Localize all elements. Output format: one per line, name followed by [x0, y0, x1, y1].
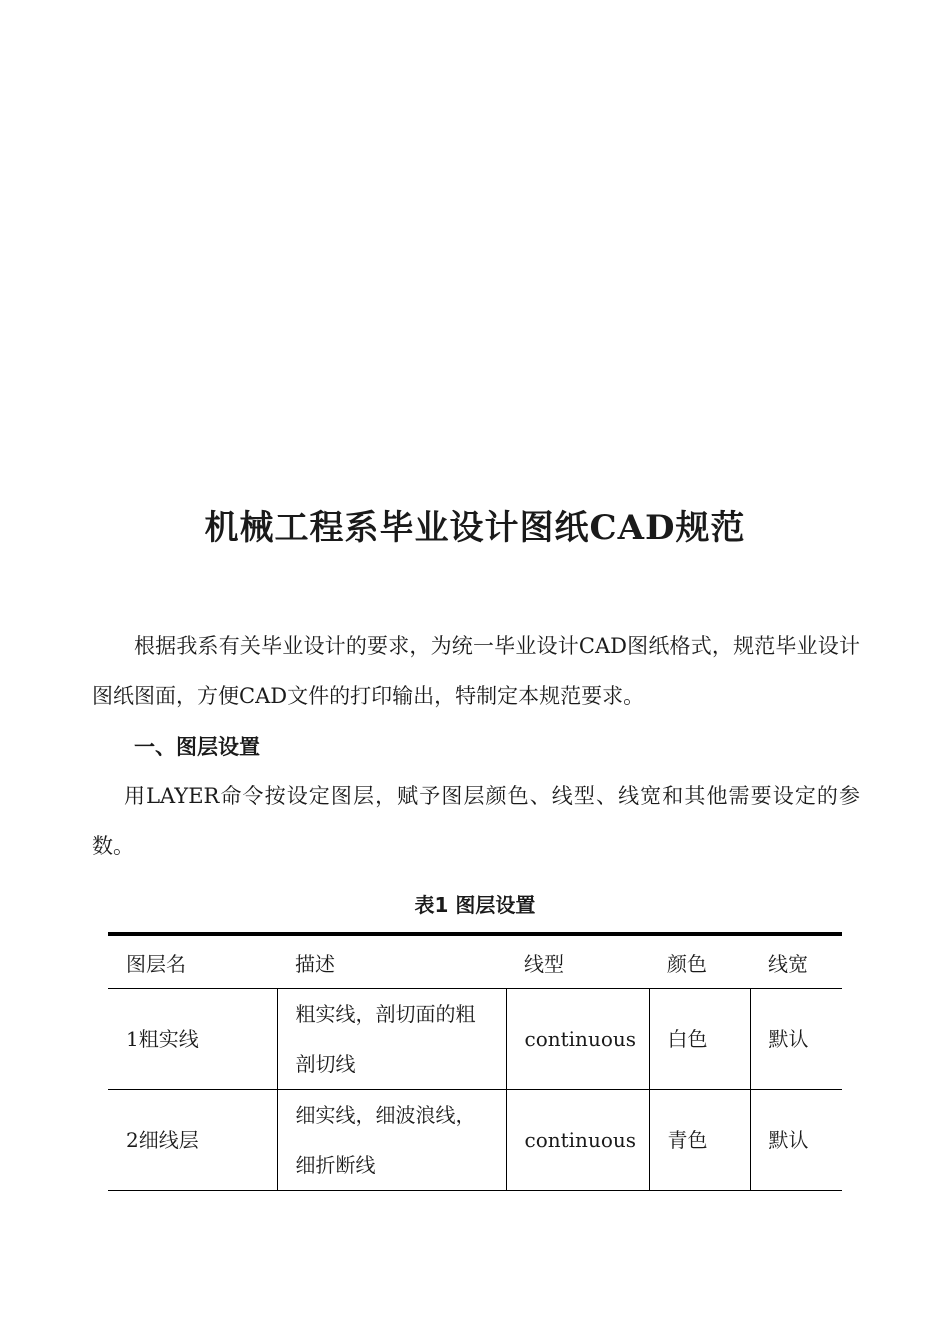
header-color: 颜色 — [649, 934, 750, 989]
header-description: 描述 — [277, 934, 506, 989]
cell-linetype: continuous — [506, 989, 649, 1090]
cell-color: 青色 — [649, 1090, 750, 1191]
cell-description: 粗实线，剖切面的粗剖切线 — [277, 989, 506, 1090]
cell-lineweight: 默认 — [750, 1090, 842, 1191]
cell-layer-name: 1粗实线 — [108, 989, 277, 1090]
table-row — [108, 1090, 842, 1191]
cell-linetype: continuous — [506, 1090, 649, 1191]
header-lineweight: 线宽 — [750, 934, 842, 989]
table-row — [108, 989, 842, 1090]
table-header-row — [108, 934, 842, 989]
layer-settings-paragraph: 用LAYER命令按设定图层，赋予图层颜色、线型、线宽和其他需要设定的参数。 — [92, 784, 860, 858]
section-heading-layer-settings: 一、图层设置 — [134, 735, 260, 759]
table-caption: 表1 图层设置 — [414, 893, 536, 917]
header-linetype: 线型 — [506, 934, 649, 989]
intro-paragraph: 根据我系有关毕业设计的要求，为统一毕业设计CAD图纸格式，规范毕业设计图纸图面，方便CAD文件的打印输出，特制定本规范要求。 — [92, 634, 860, 708]
header-layer-name: 图层名 — [108, 934, 277, 989]
layer-settings-table — [108, 932, 842, 1191]
page-title: 机械工程系毕业设计图纸CAD规范 — [204, 508, 746, 548]
cell-color: 白色 — [649, 989, 750, 1090]
cell-description: 细实线，细波浪线，细折断线 — [277, 1090, 506, 1191]
cell-lineweight: 默认 — [750, 989, 842, 1090]
cell-layer-name: 2细线层 — [108, 1090, 277, 1191]
